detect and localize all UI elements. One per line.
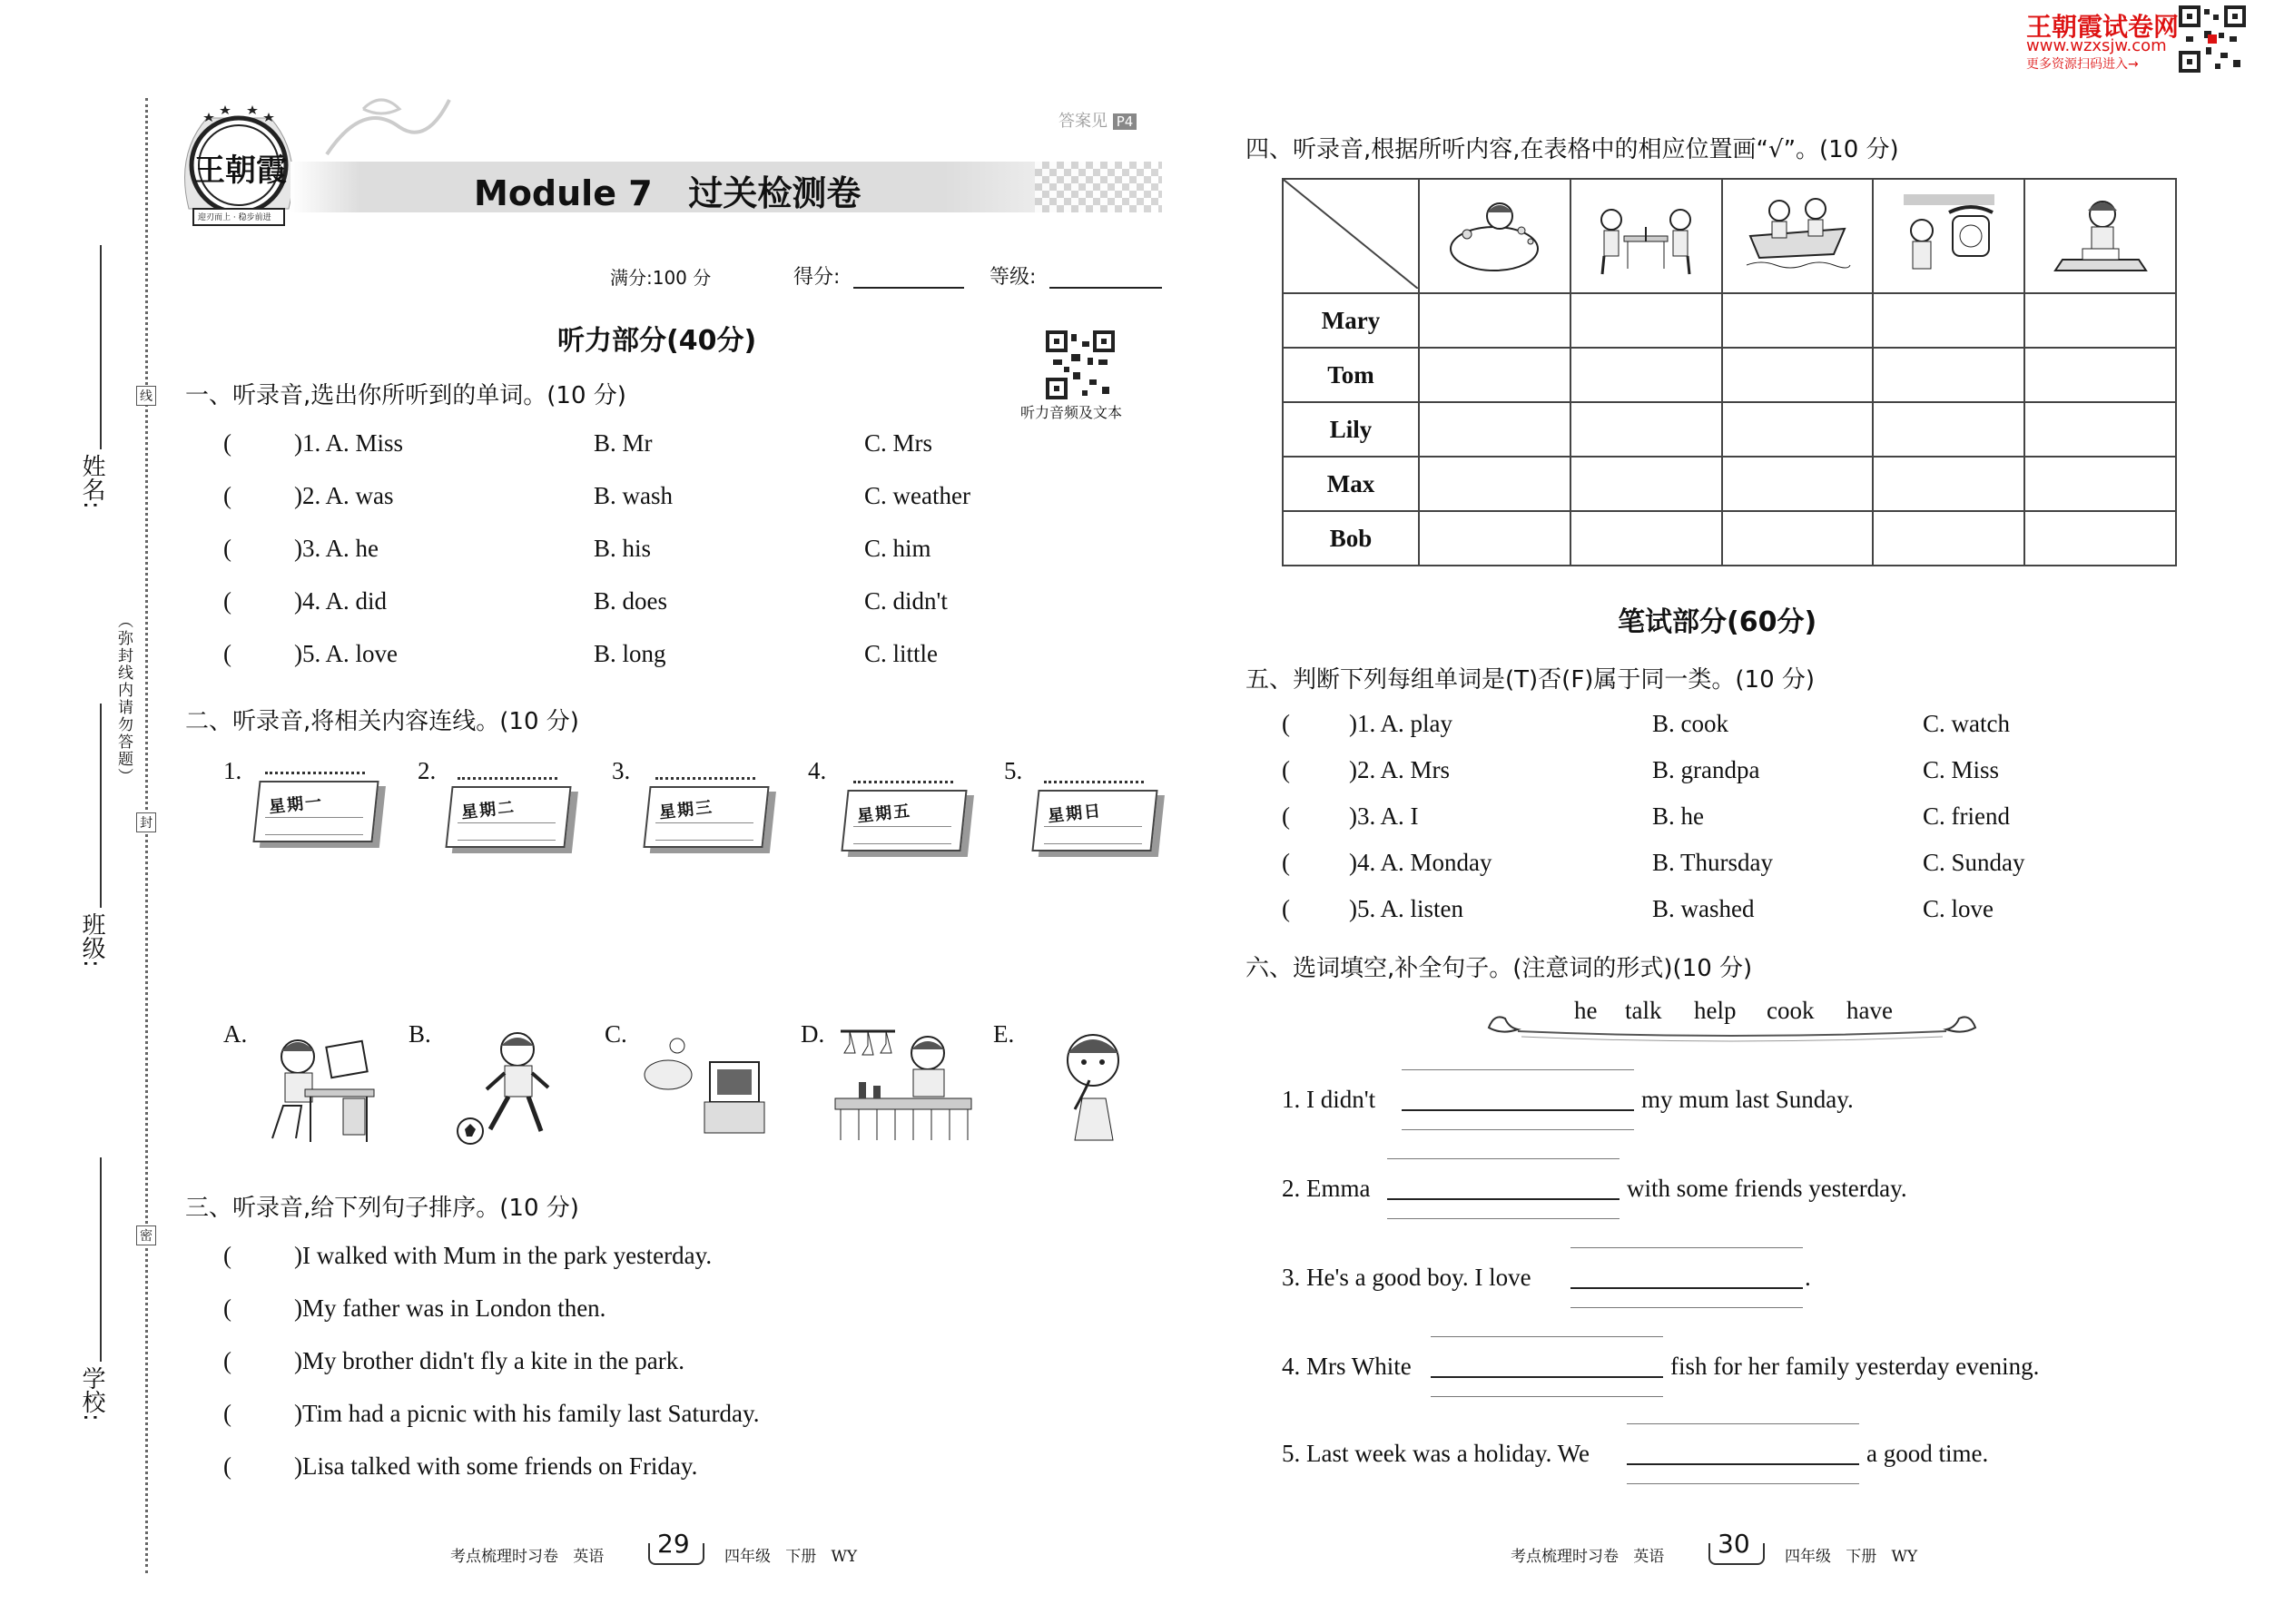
footer-grade: 四年级 [1785, 1548, 1831, 1566]
footer-book: 考点梳理时习卷 [450, 1548, 558, 1566]
answer-cell[interactable] [1722, 348, 1874, 402]
s6-blank-3[interactable] [1570, 1287, 1803, 1289]
s1-option-c: C. didn't [864, 587, 948, 615]
section1-title: 一、听录音,选出你所听到的单词。(10 分) [185, 382, 626, 409]
s6-sentence-1-post: my mum last Sunday. [1641, 1086, 1854, 1113]
s6-guide [1387, 1218, 1620, 1219]
s1-option-a: )2. A. was [294, 482, 394, 509]
s5-option-a: )2. A. Mrs [1349, 756, 1451, 783]
s6-sentence-3-post: . [1805, 1264, 1811, 1291]
s3-sentence: )Lisa talked with some friends on Friday. [294, 1452, 698, 1480]
s6-sentence-5-post: a good time. [1866, 1440, 1989, 1467]
answer-cell[interactable] [1722, 402, 1874, 457]
calendar-card-2[interactable] [448, 777, 576, 853]
s6-guide [1431, 1396, 1663, 1397]
page-number-frame [648, 1543, 704, 1565]
activity-draw-picture [2024, 179, 2176, 293]
s1-option-c: C. little [864, 640, 938, 667]
word-bank-he: he [1574, 997, 1598, 1024]
answer-cell[interactable] [1570, 348, 1722, 402]
footer-term: 下册 [1846, 1548, 1877, 1566]
s6-sentence-3-pre: 3. He's a good boy. I love [1282, 1264, 1531, 1291]
calendar-day-4: 星期五 [856, 801, 913, 827]
s5-option-a: )5. A. listen [1349, 895, 1464, 922]
footer-right-grade [1785, 1543, 1917, 1566]
score-label: 得分: [793, 266, 841, 289]
word-bank-have: have [1846, 997, 1893, 1024]
s6-sentence-1-pre: 1. I didn't [1282, 1086, 1376, 1113]
s6-sentence-2-pre: 2. Emma [1282, 1175, 1371, 1202]
boy-cooking-picture[interactable] [832, 1026, 977, 1144]
table-corner [1283, 179, 1419, 293]
footer-grade: 四年级 [724, 1548, 771, 1566]
page-number-frame [1708, 1543, 1765, 1565]
s1-option-b: B. long [594, 640, 666, 667]
answer-cell[interactable] [1570, 293, 1722, 348]
boy-football-picture[interactable] [454, 1029, 566, 1147]
listening-title: 听力部分(40分) [557, 325, 757, 357]
answer-paren[interactable]: ( [223, 429, 231, 457]
s5-option-b: B. cook [1652, 710, 1728, 737]
footer-left-grade [724, 1543, 857, 1566]
full-score: 满分:100 分 [610, 267, 712, 289]
answer-paren[interactable]: ( [223, 1452, 231, 1480]
s1-option-b: B. his [594, 535, 652, 562]
answer-cell[interactable] [1570, 402, 1722, 457]
qr-caption: 听力音频及文本 [1020, 406, 1123, 421]
pic-letter-b: B. [409, 1020, 431, 1048]
section3-title: 三、听录音,给下列句子排序。(10 分) [185, 1195, 579, 1222]
seal-mark-secret: 密 [136, 1225, 156, 1245]
s5-option-b: B. washed [1652, 895, 1755, 922]
calendar-day-1: 星期一 [268, 792, 325, 818]
s1-option-c: C. weather [864, 482, 970, 509]
answer-cell[interactable] [1873, 457, 2024, 511]
boy-thinking-picture[interactable] [1053, 1026, 1135, 1144]
grade-label: 等级: [989, 266, 1037, 289]
page-title: Module 7 过关检测卷 [474, 173, 861, 213]
answer-paren[interactable]: ( [223, 1242, 231, 1269]
score-field[interactable] [853, 287, 964, 289]
s6-blank-1[interactable] [1402, 1109, 1634, 1111]
s5-option-c: C. Miss [1923, 756, 2000, 783]
answer-paren[interactable]: ( [1282, 710, 1290, 737]
s6-sentence-5-pre: 5. Last week was a holiday. We [1282, 1440, 1590, 1467]
s5-option-c: C. Sunday [1923, 849, 2025, 876]
s6-guide [1627, 1483, 1859, 1484]
cal-number-1: 1. [223, 757, 242, 784]
s1-option-a: )1. A. Miss [294, 429, 404, 457]
s6-guide [1627, 1423, 1859, 1424]
s5-option-a: )3. A. I [1349, 802, 1419, 830]
footer-term: 下册 [785, 1548, 817, 1566]
word-bank-talk: talk [1625, 997, 1662, 1024]
s6-guide [1570, 1307, 1803, 1308]
answer-ref-text: 答案见 [1058, 112, 1108, 131]
s6-guide [1387, 1158, 1620, 1159]
seal-mark-seal: 封 [136, 812, 156, 832]
s5-option-c: C. love [1923, 895, 1994, 922]
binding-dotted-line [145, 98, 148, 1573]
name-label: 姓名: [78, 454, 105, 509]
s1-option-b: B. wash [594, 482, 673, 509]
answer-cell[interactable] [2024, 348, 2176, 402]
answer-paren[interactable]: ( [223, 640, 231, 667]
s6-sentence-4-post: fish for her family yesterday evening. [1670, 1353, 2040, 1380]
seal-mark-line: 线 [136, 386, 156, 406]
seal-note: （弥封线内请勿答题） [114, 613, 133, 785]
ribbon-decoration [309, 91, 454, 163]
s6-blank-5[interactable] [1627, 1463, 1859, 1465]
table-name-cell: Max [1283, 457, 1419, 511]
s6-guide [1431, 1336, 1663, 1337]
table-name-cell: Bob [1283, 511, 1419, 566]
name-line [100, 245, 102, 449]
table-name-cell: Tom [1283, 348, 1419, 402]
answer-cell[interactable] [1722, 293, 1874, 348]
s6-sentence-2-post: with some friends yesterday. [1627, 1175, 1907, 1202]
s1-option-c: C. Mrs [864, 429, 933, 457]
boy-computer-picture[interactable] [265, 1029, 378, 1147]
answer-cell[interactable] [1419, 402, 1570, 457]
watermark-url: www.wzxsjw.com [2026, 36, 2167, 55]
cal-number-5: 5. [1004, 757, 1023, 784]
cal-number-4: 4. [808, 757, 827, 784]
answer-page-badge: P4 [1113, 113, 1137, 130]
s1-option-b: B. does [594, 587, 667, 615]
answer-cell[interactable] [1722, 457, 1874, 511]
class-line [100, 704, 102, 908]
table-name-cell: Lily [1283, 402, 1419, 457]
s6-guide [1570, 1247, 1803, 1248]
answer-cell[interactable] [2024, 402, 2176, 457]
calendar-card-4[interactable] [844, 781, 971, 857]
footer-right [1511, 1543, 1664, 1566]
answer-paren[interactable]: ( [223, 535, 231, 562]
activity-boat-picture [1722, 179, 1874, 293]
calendar-day-5: 星期日 [1047, 801, 1104, 827]
answer-cell[interactable] [2024, 457, 2176, 511]
watermark-note: 更多资源扫码进入→ [2026, 57, 2139, 72]
checker-decoration [1035, 162, 1162, 212]
page-number-right: 30 [1718, 1529, 1750, 1559]
footer-subject: 英语 [573, 1548, 605, 1566]
logo-motto: 迎刃而上 · 稳步前进 [198, 213, 271, 222]
activity-phone-picture [1873, 179, 2024, 293]
school-label: 学校: [78, 1366, 105, 1422]
answer-cell[interactable] [1873, 511, 2024, 566]
activity-pingpong-picture [1570, 179, 1722, 293]
answer-paren[interactable]: ( [1282, 756, 1290, 783]
s6-sentence-4-pre: 4. Mrs White [1282, 1353, 1412, 1380]
cal-number-2: 2. [418, 757, 437, 784]
s1-option-a: )4. A. did [294, 587, 388, 615]
s6-guide [1402, 1069, 1634, 1070]
answer-paren[interactable]: ( [223, 1294, 231, 1322]
s1-option-c: C. him [864, 535, 931, 562]
activity-bath-picture [1419, 179, 1570, 293]
s6-blank-2[interactable] [1387, 1198, 1620, 1200]
answer-cell[interactable] [1873, 348, 2024, 402]
s5-option-c: C. watch [1923, 710, 2010, 737]
answer-cell[interactable] [1419, 348, 1570, 402]
s6-blank-4[interactable] [1431, 1376, 1663, 1378]
section2-title: 二、听录音,将相关内容连线。(10 分) [185, 708, 579, 735]
pic-letter-a: A. [223, 1020, 248, 1048]
answer-cell[interactable] [1570, 511, 1722, 566]
footer-edition: WY [1891, 1548, 1918, 1566]
s3-sentence: )Tim had a picnic with his family last Saturday. [294, 1400, 760, 1427]
pic-letter-d: D. [801, 1020, 825, 1048]
calendar-day-2: 星期二 [460, 797, 517, 823]
answer-cell[interactable] [1722, 511, 1874, 566]
answer-cell[interactable] [1570, 457, 1722, 511]
logo-text: 王朝霞 [194, 153, 287, 189]
s5-option-c: C. friend [1923, 802, 2010, 830]
footer-book: 考点梳理时习卷 [1511, 1548, 1619, 1566]
answer-cell[interactable] [1419, 511, 1570, 566]
answer-paren[interactable]: ( [1282, 849, 1290, 876]
writing-title: 笔试部分(60分) [1618, 606, 1817, 638]
class-label: 班级: [78, 912, 105, 968]
listening-qr-icon[interactable] [1046, 330, 1115, 399]
s6-guide [1402, 1129, 1634, 1130]
watermark-brand: 王朝霞试卷网 [2026, 12, 2180, 42]
answer-cell[interactable] [2024, 293, 2176, 348]
calendar-card-3[interactable] [646, 777, 773, 853]
s3-sentence: )I walked with Mum in the park yesterday. [294, 1242, 713, 1269]
calendar-card-5[interactable] [1035, 781, 1162, 857]
answer-cell[interactable] [1419, 293, 1570, 348]
footer-left [450, 1543, 604, 1566]
s5-option-b: B. Thursday [1652, 849, 1773, 876]
s5-option-b: B. grandpa [1652, 756, 1760, 783]
footer-edition: WY [831, 1548, 858, 1566]
answer-paren[interactable]: ( [223, 1347, 231, 1374]
tv-picture[interactable] [641, 1029, 768, 1138]
answer-paren[interactable]: ( [223, 587, 231, 615]
calendar-day-3: 星期三 [658, 797, 715, 823]
s1-option-b: B. Mr [594, 429, 653, 457]
s5-option-a: )1. A. play [1349, 710, 1452, 737]
pic-letter-c: C. [605, 1020, 627, 1048]
school-line [100, 1157, 102, 1362]
calendar-card-1[interactable] [256, 772, 383, 848]
s3-sentence: )My brother didn't fly a kite in the park. [294, 1347, 685, 1374]
s3-sentence: )My father was in London then. [294, 1294, 606, 1322]
s1-option-a: )5. A. love [294, 640, 398, 667]
footer-subject: 英语 [1633, 1548, 1665, 1566]
watermark-qr-icon [2179, 5, 2246, 73]
section4-title: 四、听录音,根据所听内容,在表格中的相应位置画“√”。(10 分) [1245, 136, 1899, 163]
answer-cell[interactable] [1419, 457, 1570, 511]
cal-number-3: 3. [612, 757, 631, 784]
s1-option-a: )3. A. he [294, 535, 379, 562]
table-name-cell: Mary [1283, 293, 1419, 348]
s5-option-b: B. he [1652, 802, 1704, 830]
grade-field[interactable] [1049, 287, 1162, 289]
word-bank-cook: cook [1767, 997, 1815, 1024]
answer-paren[interactable]: ( [223, 482, 231, 509]
answer-cell[interactable] [1873, 293, 2024, 348]
answer-paren[interactable]: ( [1282, 802, 1290, 830]
page-number-left: 29 [657, 1529, 690, 1559]
s5-option-a: )4. A. Monday [1349, 849, 1492, 876]
answer-cell[interactable] [2024, 511, 2176, 566]
answer-table [1282, 178, 2177, 566]
section6-title: 六、选词填空,补全句子。(注意词的形式)(10 分) [1245, 955, 1753, 982]
section5-title: 五、判断下列每组单词是(T)否(F)属于同一类。(10 分) [1245, 666, 1816, 694]
diagonal-line [1284, 180, 1418, 289]
answer-paren[interactable]: ( [223, 1400, 231, 1427]
answer-paren[interactable]: ( [1282, 895, 1290, 922]
answer-ref [1058, 108, 1137, 132]
word-bank-help: help [1694, 997, 1737, 1024]
pic-letter-e: E. [993, 1020, 1015, 1048]
answer-cell[interactable] [1873, 402, 2024, 457]
